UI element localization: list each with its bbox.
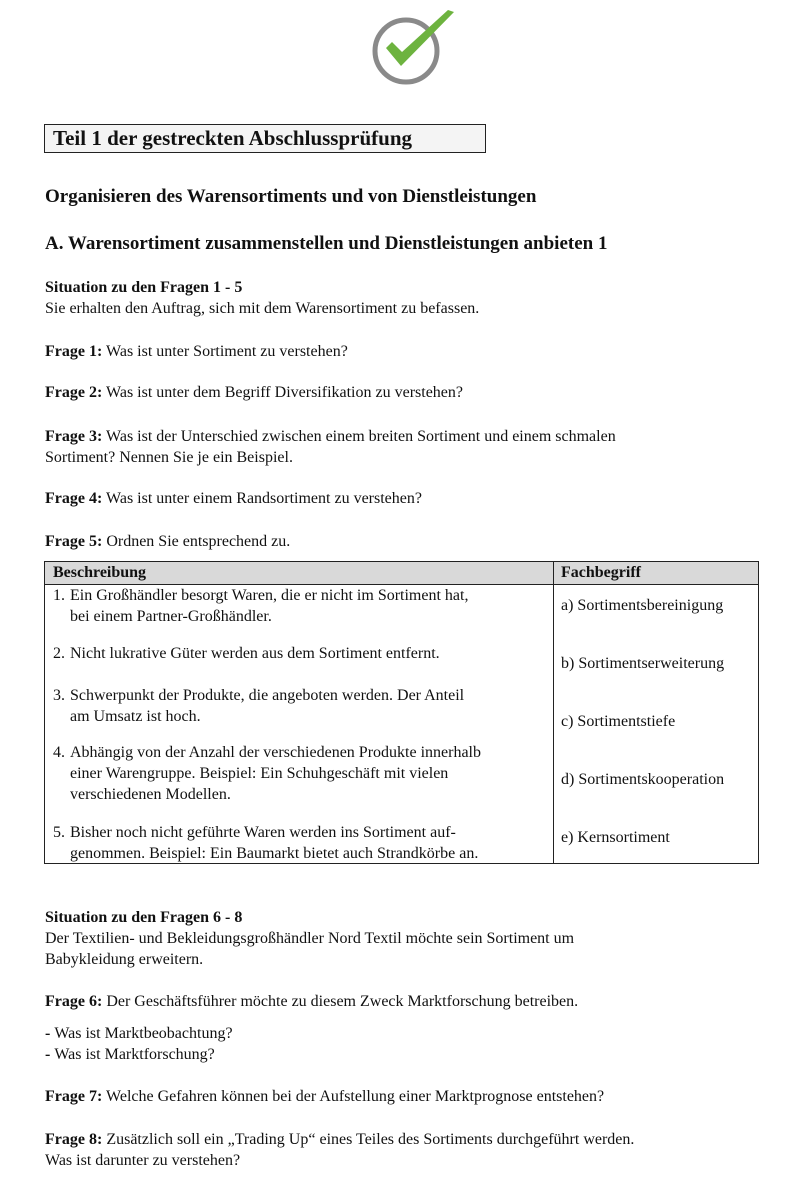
question-label: Frage 7: (45, 1088, 103, 1105)
question-label: Frage 8: (45, 1131, 103, 1148)
description-number: 3. (53, 687, 65, 704)
question-label: Frage 1: (45, 343, 103, 360)
situation-2 (45, 907, 765, 970)
main-heading: Organisieren des Warensortiments und von Dienstleistungen (45, 186, 537, 207)
question-text: Ordnen Sie entsprechend zu. (106, 533, 291, 550)
situation-1 (45, 277, 765, 319)
description-line: Nicht lukrative Güter werden aus dem Sortiment entfernt. (70, 645, 440, 662)
question-text: Der Geschäftsführer möchte zu diesem Zweck Marktforschung betreiben. (106, 993, 579, 1010)
question-text: Was ist unter einem Randsortiment zu verstehen? (106, 490, 422, 507)
question-4 (45, 488, 765, 509)
term-c: c) Sortimentstiefe (561, 713, 676, 730)
term-e: e) Kernsortiment (561, 829, 670, 846)
situation-2-text: Babykleidung erweitern. (45, 951, 204, 968)
question-5 (45, 531, 765, 552)
question-1 (45, 341, 765, 362)
description-line: Abhängig von der Anzahl der verschiedenen Produkte innerhalb (70, 744, 481, 761)
checkmark-logo-icon (368, 6, 460, 86)
table-header-term: Fachbegriff (561, 564, 641, 581)
description-number: 2. (53, 645, 65, 662)
description-line: Bisher noch nicht geführte Waren werden ins Sortiment auf- (70, 824, 456, 841)
description-number: 5. (53, 824, 65, 841)
description-4 (53, 742, 545, 805)
description-line: einer Warengruppe. Beispiel: Ein Schuhgeschäft mit vielen (70, 765, 449, 782)
question-text: Zusätzlich soll ein „Trading Up“ eines Teiles des Sortiments durchgeführt werden. (106, 1131, 635, 1148)
description-number: 1. (53, 587, 65, 604)
table-column-divider (553, 562, 554, 863)
description-3 (53, 685, 545, 727)
table-header-description: Beschreibung (53, 564, 147, 581)
situation-1-title: Situation zu den Fragen 1 - 5 (45, 279, 243, 296)
bullet-text: Was ist Marktbeobachtung? (54, 1025, 233, 1042)
term-d: d) Sortimentskooperation (561, 771, 725, 788)
question-text-continued: Sortiment? Nennen Sie je ein Beispiel. (45, 449, 293, 466)
question-text: Was ist unter dem Begriff Diversifikation zu verstehen? (106, 384, 464, 401)
question-label: Frage 6: (45, 993, 103, 1010)
situation-2-text: Der Textilien- und Bekleidungsgroßhändler Nord Textil möchte sein Sortiment um (45, 930, 575, 947)
bullet-item: - Was ist Marktforschung? (45, 1046, 215, 1063)
description-5 (53, 822, 545, 864)
question-8 (45, 1129, 765, 1171)
question-text: Welche Gefahren können bei der Aufstellung einer Marktprognose entstehen? (106, 1088, 605, 1105)
description-line: am Umsatz ist hoch. (70, 708, 201, 725)
description-number: 4. (53, 744, 65, 761)
question-label: Frage 2: (45, 384, 103, 401)
description-line: genommen. Beispiel: Ein Baumarkt bietet auch Strandkörbe an. (70, 845, 479, 862)
description-line: bei einem Partner-Großhändler. (70, 608, 272, 625)
table-header-row (45, 562, 758, 585)
question-7 (45, 1086, 765, 1107)
description-2 (53, 643, 545, 664)
situation-1-text: Sie erhalten den Auftrag, sich mit dem Warensortiment zu befassen. (45, 300, 480, 317)
question-6 (45, 991, 765, 1012)
bullet-text: Was ist Marktforschung? (54, 1046, 215, 1063)
question-label: Frage 4: (45, 490, 103, 507)
part-title: Teil 1 der gestreckten Abschlussprüfung (44, 124, 486, 153)
question-6-bullets (45, 1023, 765, 1065)
question-text: Was ist der Unterschied zwischen einem breiten Sortiment und einem schmalen (106, 428, 616, 445)
section-heading: A. Warensortiment zusammenstellen und Dienstleistungen anbieten 1 (45, 233, 608, 254)
question-2 (45, 382, 765, 403)
bullet-item: - Was ist Marktbeobachtung? (45, 1025, 233, 1042)
question-text-continued: Was ist darunter zu verstehen? (45, 1152, 241, 1169)
question-label: Frage 5: (45, 533, 103, 550)
description-line: verschiedenen Modellen. (70, 786, 231, 803)
question-text: Was ist unter Sortiment zu verstehen? (106, 343, 348, 360)
term-b: b) Sortimentserweiterung (561, 655, 725, 672)
description-1 (53, 585, 545, 627)
question-label: Frage 3: (45, 428, 103, 445)
matching-table (44, 561, 759, 864)
question-3 (45, 426, 765, 468)
description-line: Schwerpunkt der Produkte, die angeboten werden. Der Anteil (70, 687, 465, 704)
situation-2-title: Situation zu den Fragen 6 - 8 (45, 909, 243, 926)
description-line: Ein Großhändler besorgt Waren, die er nicht im Sortiment hat, (70, 587, 469, 604)
term-a: a) Sortimentsbereinigung (561, 597, 724, 614)
